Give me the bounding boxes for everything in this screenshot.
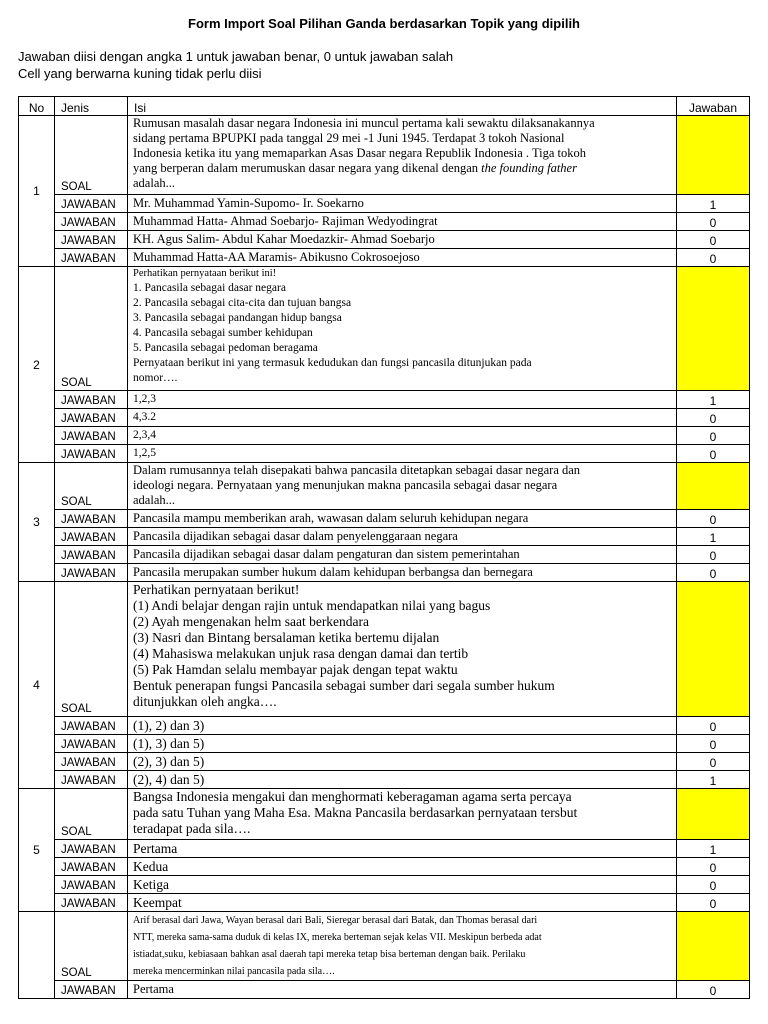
question-text[interactable] (128, 116, 677, 195)
question-line: Bangsa Indonesia mengakui dan menghormati keberagaman agama serta percaya (133, 789, 572, 804)
type-label-soal: SOAL (55, 912, 128, 981)
question-line: istiadat,suku, kebiasaan bahkan asal daerah tapi mereka tetap bisa berteman dengan baik. Perilaku (133, 949, 526, 960)
instructions (18, 48, 453, 82)
type-label-jawaban: JAWABAN (55, 445, 128, 463)
table-row-jawaban (19, 771, 750, 789)
answer-value[interactable]: 0 (677, 249, 750, 267)
type-label-soal: SOAL (55, 463, 128, 510)
answer-option-text[interactable]: (1), 3) dan 5) (128, 735, 677, 753)
question-line: Dalam rumusannya telah disepakati bahwa pancasila ditetapkan sebagai dasar negara dan (133, 463, 581, 477)
answer-cell-disabled (677, 912, 750, 981)
table-row-soal (19, 789, 750, 840)
question-line: Arif berasal dari Jawa, Wayan berasal dari Bali, Sieregar berasal dari Batak, dan Thomas berasal dari (133, 915, 538, 926)
answer-option-text[interactable]: (2), 3) dan 5) (128, 753, 677, 771)
table-row-jawaban (19, 981, 750, 999)
question-line: Rumusan masalah dasar negara Indonesia ini muncul pertama kali sewaktu dilaksanakannya (133, 116, 595, 130)
answer-option-text[interactable]: 1,2,3 (128, 391, 677, 409)
table-row-jawaban (19, 858, 750, 876)
question-line: (4) Mahasiswa melakukan unjuk rasa dengan damai dan tertib (133, 646, 469, 661)
type-label-jawaban: JAWABAN (55, 840, 128, 858)
question-line: (3) Nasri dan Bintang bersalaman ketika bertemu dijalan (133, 630, 440, 645)
type-label-jawaban: JAWABAN (55, 249, 128, 267)
question-line: 1. Pancasila sebagai dasar negara (133, 282, 286, 294)
question-line: ideologi negara. Pernyataan yang menunjukan makna pancasila sebagai dasar negara (133, 478, 558, 492)
table-header-row (19, 97, 750, 116)
table-row-jawaban (19, 876, 750, 894)
answer-option-text[interactable]: (1), 2) dan 3) (128, 717, 677, 735)
question-line: 4. Pancasila sebagai sumber kehidupan (133, 327, 313, 339)
question-line: ditunjukkan oleh angka…. (133, 694, 277, 709)
table-row-jawaban (19, 249, 750, 267)
question-line: adalah... (133, 176, 175, 190)
answer-option-text[interactable]: Pertama (128, 840, 677, 858)
type-label-jawaban: JAWABAN (55, 981, 128, 999)
question-line: (2) Ayah mengenakan helm saat berkendara (133, 614, 370, 629)
question-line: nomor…. (133, 372, 178, 384)
table-row-jawaban (19, 735, 750, 753)
question-line: pada satu Tuhan yang Maha Esa. Makna Pancasila berdasarkan pernyataan tersbut (133, 805, 578, 820)
answer-value[interactable]: 1 (677, 195, 750, 213)
answer-option-text[interactable]: (2), 4) dan 5) (128, 771, 677, 789)
answer-option-text[interactable]: Kedua (128, 858, 677, 876)
column-header-no: No (19, 97, 55, 116)
question-line: (1) Andi belajar dengan rajin untuk mendapatkan nilai yang bagus (133, 598, 491, 613)
question-text[interactable] (128, 912, 677, 981)
question-italic-text: the founding father (481, 161, 577, 175)
answer-value[interactable]: 0 (677, 735, 750, 753)
answer-option-text[interactable]: Muhammad Hatta-AA Maramis- Abikusno Cokrosoejoso (128, 249, 677, 267)
question-line: 3. Pancasila sebagai pandangan hidup bangsa (133, 312, 342, 324)
answer-option-text[interactable]: Pancasila merupakan sumber hukum dalam kehidupan berbangsa dan bernegara (128, 564, 677, 582)
answer-value[interactable]: 0 (677, 753, 750, 771)
table-row-jawaban (19, 213, 750, 231)
question-line: Perhatikan pernyataan berikut! (133, 582, 300, 597)
page-title: Form Import Soal Pilihan Ganda berdasarkan Topik yang dipilih (188, 16, 580, 31)
question-number: 2 (19, 267, 55, 463)
table-row-jawaban (19, 427, 750, 445)
type-label-jawaban: JAWABAN (55, 231, 128, 249)
table-row-jawaban (19, 231, 750, 249)
answer-value[interactable]: 0 (677, 858, 750, 876)
answer-option-text[interactable]: Pancasila dijadikan sebagai dasar dalam penyelenggaraan negara (128, 528, 677, 546)
table-row-jawaban (19, 717, 750, 735)
type-label-soal: SOAL (55, 267, 128, 391)
type-label-jawaban: JAWABAN (55, 564, 128, 582)
question-line: 5. Pancasila sebagai pedoman beragama (133, 342, 318, 354)
answer-value[interactable]: 0 (677, 894, 750, 912)
type-label-jawaban: JAWABAN (55, 427, 128, 445)
answer-value[interactable]: 0 (677, 876, 750, 894)
question-number: 1 (19, 116, 55, 267)
table-row-jawaban (19, 564, 750, 582)
question-line: Pernyataan berikut ini yang termasuk kedudukan dan fungsi pancasila ditunjukan pada (133, 357, 532, 369)
answer-option-text[interactable]: Pancasila mampu memberikan arah, wawasan dalam seluruh kehidupan negara (128, 510, 677, 528)
question-text[interactable] (128, 789, 677, 840)
answer-value[interactable]: 1 (677, 528, 750, 546)
question-number: 4 (19, 582, 55, 789)
question-line: adalah... (133, 493, 175, 507)
question-text[interactable] (128, 267, 677, 391)
question-line-text: yang berperan dalam merumuskan dasar negara yang dikenal dengan (133, 161, 482, 175)
table-row-soal (19, 267, 750, 391)
table-row-jawaban (19, 391, 750, 409)
answer-value[interactable]: 1 (677, 771, 750, 789)
column-header-jawaban: Jawaban (677, 97, 750, 116)
question-line: teradapat pada sila…. (133, 821, 251, 836)
type-label-soal: SOAL (55, 789, 128, 840)
question-line: NTT, mereka sama-sama duduk di kelas IX, mereka berteman sejak kelas VII. Meskipun berbeda adat (133, 932, 542, 943)
type-label-soal: SOAL (55, 116, 128, 195)
question-number: 5 (19, 789, 55, 912)
answer-value[interactable]: 0 (677, 981, 750, 999)
table-row-soal (19, 912, 750, 981)
table-row-jawaban (19, 753, 750, 771)
question-text[interactable] (128, 582, 677, 717)
answer-cell-disabled (677, 582, 750, 717)
question-line: (5) Pak Hamdan selalu membayar pajak dengan tepat waktu (133, 662, 458, 677)
type-label-jawaban: JAWABAN (55, 717, 128, 735)
answer-value[interactable]: 0 (677, 231, 750, 249)
table-row-soal (19, 582, 750, 717)
type-label-jawaban: JAWABAN (55, 528, 128, 546)
question-line: Perhatikan pernyataan berikut ini! (133, 268, 277, 279)
table-row-jawaban (19, 894, 750, 912)
table-row-soal (19, 116, 750, 195)
table-row-soal (19, 463, 750, 510)
answer-option-text[interactable]: Pancasila dijadikan sebagai dasar dalam pengaturan dan sistem pemerintahan (128, 546, 677, 564)
question-line: sidang pertama BPUPKI pada tanggal 29 mei -1 Juni 1945. Terdapat 3 tokoh Nasional (133, 131, 565, 145)
table-row-jawaban (19, 195, 750, 213)
question-line: Bentuk penerapan fungsi Pancasila sebagai sumber dari segala sumber hukum (133, 678, 555, 693)
answer-option-text[interactable]: 4,3.2 (128, 409, 677, 427)
answer-option-text[interactable]: 1,2,5 (128, 445, 677, 463)
type-label-jawaban: JAWABAN (55, 510, 128, 528)
question-number: 3 (19, 463, 55, 582)
table-row-jawaban (19, 409, 750, 427)
answer-value[interactable]: 0 (677, 510, 750, 528)
table-row-jawaban (19, 840, 750, 858)
answer-value[interactable]: 1 (677, 840, 750, 858)
question-table (18, 96, 750, 999)
column-header-isi: Isi (128, 97, 677, 116)
type-label-jawaban: JAWABAN (55, 771, 128, 789)
answer-value[interactable]: 0 (677, 213, 750, 231)
table-row-jawaban (19, 546, 750, 564)
answer-value[interactable]: 0 (677, 546, 750, 564)
answer-value[interactable]: 1 (677, 391, 750, 409)
question-line: Indonesia ketika itu yang memaparkan Asas Dasar negara Republik Indonesia . Tiga tokoh (133, 146, 587, 160)
type-label-jawaban: JAWABAN (55, 876, 128, 894)
answer-value[interactable]: 0 (677, 427, 750, 445)
type-label-soal: SOAL (55, 582, 128, 717)
instruction-line: Jawaban diisi dengan angka 1 untuk jawaban benar, 0 untuk jawaban salah (18, 49, 454, 64)
column-header-jenis: Jenis (55, 97, 128, 116)
answer-value[interactable]: 0 (677, 564, 750, 582)
table-row-jawaban (19, 528, 750, 546)
answer-option-text[interactable]: KH. Agus Salim- Abdul Kahar Moedazkir- Ahmad Soebarjo (128, 231, 677, 249)
answer-value[interactable]: 0 (677, 717, 750, 735)
type-label-jawaban: JAWABAN (55, 735, 128, 753)
table-row-jawaban (19, 445, 750, 463)
question-line: mereka mencerminkan nilai pancasila pada sila…. (133, 966, 335, 977)
answer-option-text[interactable]: Ketiga (128, 876, 677, 894)
answer-cell-disabled (677, 789, 750, 840)
answer-option-text[interactable]: Pertama (128, 981, 677, 999)
answer-value[interactable]: 0 (677, 409, 750, 427)
type-label-jawaban: JAWABAN (55, 409, 128, 427)
answer-option-text[interactable]: Muhammad Hatta- Ahmad Soebarjo- Rajiman Wedyodingrat (128, 213, 677, 231)
type-label-jawaban: JAWABAN (55, 753, 128, 771)
question-number (19, 912, 55, 999)
answer-value[interactable]: 0 (677, 445, 750, 463)
question-line (133, 161, 670, 176)
instruction-line: Cell yang berwarna kuning tidak perlu diisi (18, 66, 262, 81)
type-label-jawaban: JAWABAN (55, 391, 128, 409)
answer-cell-disabled (677, 116, 750, 195)
type-label-jawaban: JAWABAN (55, 213, 128, 231)
question-line: 2. Pancasila sebagai cita-cita dan tujuan bangsa (133, 297, 352, 309)
answer-option-text[interactable]: Keempat (128, 894, 677, 912)
type-label-jawaban: JAWABAN (55, 858, 128, 876)
question-text[interactable] (128, 463, 677, 510)
table-row-jawaban (19, 510, 750, 528)
answer-cell-disabled (677, 267, 750, 391)
answer-cell-disabled (677, 463, 750, 510)
answer-option-text[interactable]: 2,3,4 (128, 427, 677, 445)
answer-option-text[interactable]: Mr. Muhammad Yamin-Supomo- Ir. Soekarno (128, 195, 677, 213)
type-label-jawaban: JAWABAN (55, 546, 128, 564)
type-label-jawaban: JAWABAN (55, 195, 128, 213)
type-label-jawaban: JAWABAN (55, 894, 128, 912)
